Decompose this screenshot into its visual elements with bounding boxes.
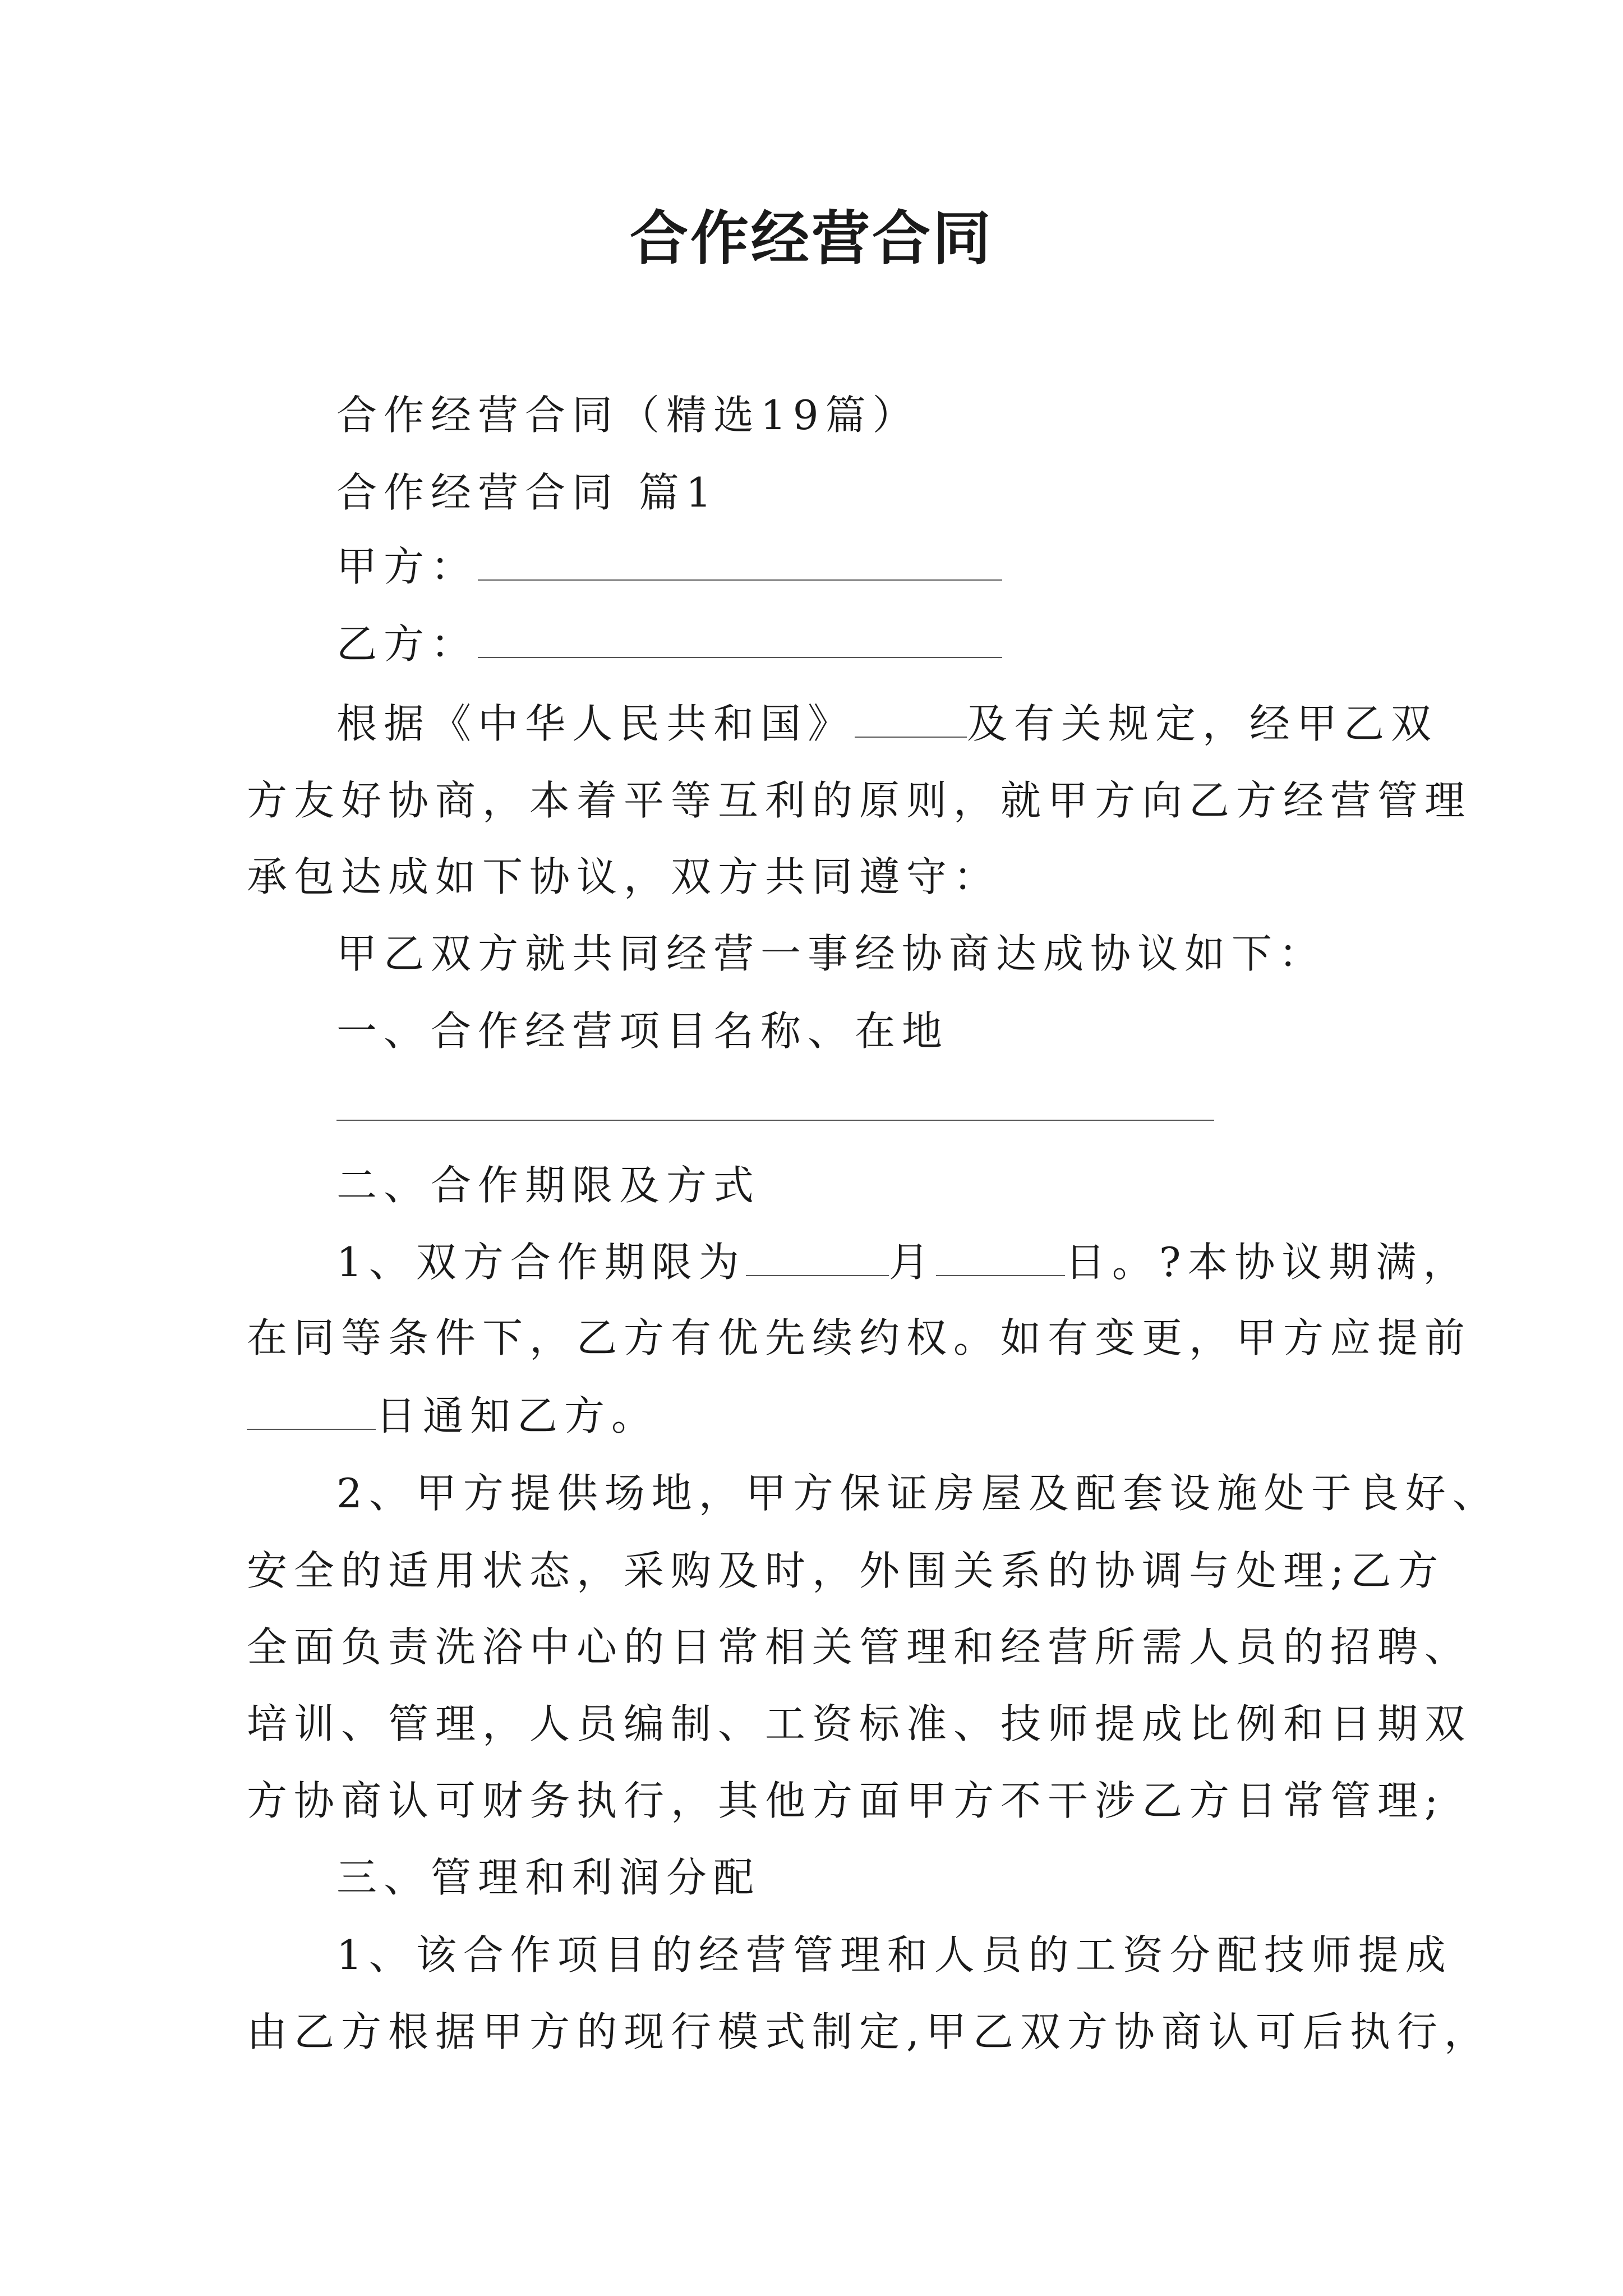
clause-2-2-line-3: 全面负责洗浴中心的日常相关管理和经营所需人员的招聘、 — [247, 1623, 1472, 1671]
paragraph-1-text-a: 根据《中华人民共和国》 — [336, 700, 855, 747]
clause-3-1-line-2: 由乙方根据甲方的现行模式制定,甲乙双方协商认可后执行， — [247, 2008, 1491, 2055]
paragraph-1-line-1 — [336, 696, 1438, 752]
clause-2-1-line-2: 在同等条件下，乙方有优先续约权。如有变更，甲方应提前 — [247, 1314, 1472, 1361]
heading-3: 三、管理和利润分配 — [336, 1854, 761, 1901]
document-title: 合作经营合同 — [629, 204, 993, 273]
party-a-line — [336, 539, 1002, 595]
paragraph-1-text-b: 及有关规定，经甲乙双 — [967, 700, 1438, 747]
party-a-label: 甲方： — [336, 543, 478, 590]
heading-1: 一、合作经营项目名称、在地 — [336, 1007, 949, 1055]
law-name-blank — [855, 702, 967, 738]
notice-days-blank — [247, 1394, 376, 1430]
clause-2-2-line-1: 2、甲方提供场地，甲方保证房屋及配套设施处于良好、 — [336, 1470, 1500, 1517]
party-b-label: 乙方： — [336, 620, 478, 668]
day-blank — [936, 1240, 1065, 1276]
paragraph-1-line-2: 方友好协商，本着平等互利的原则，就甲方向乙方经营管理 — [247, 777, 1472, 824]
party-a-blank — [478, 545, 1002, 581]
clause-2-1-line-3 — [247, 1388, 658, 1444]
clause-2-1-text-e: 日通知乙方。 — [376, 1392, 659, 1439]
party-b-line — [336, 616, 1002, 672]
clause-2-2-line-4: 培训、管理，人员编制、工资标准、技师提成比例和日期双 — [247, 1700, 1472, 1747]
clause-3-1-line-1: 1、该合作项目的经营管理和人员的工资分配技师提成 — [336, 1931, 1453, 1978]
clause-2-1-line-1 — [336, 1234, 1470, 1290]
section-heading: 合作经营合同 篇1 — [336, 469, 718, 516]
party-b-blank — [478, 622, 1002, 658]
clause-2-1-text-c: 日。?本协议期满， — [1064, 1239, 1470, 1286]
heading-2: 二、合作期限及方式 — [336, 1162, 761, 1209]
paragraph-1-line-3: 承包达成如下协议，双方共同遵守： — [247, 853, 1001, 900]
clause-2-2-line-2: 安全的适用状态，采购及时，外围关系的协调与处理;乙方 — [247, 1547, 1445, 1594]
clause-2-1-text-b: 月 — [888, 1239, 936, 1286]
paragraph-2: 甲乙双方就共同经营一事经协商达成协议如下： — [336, 930, 1326, 977]
clause-2-1-text-a: 1、双方合作期限为 — [336, 1239, 746, 1286]
clause-2-2-line-5: 方协商认可财务执行，其他方面甲方不干涉乙方日常管理; — [247, 1777, 1445, 1824]
month-blank — [746, 1240, 889, 1276]
document-subtitle: 合作经营合同（精选19篇） — [336, 392, 920, 439]
project-name-blank — [336, 1120, 1214, 1121]
